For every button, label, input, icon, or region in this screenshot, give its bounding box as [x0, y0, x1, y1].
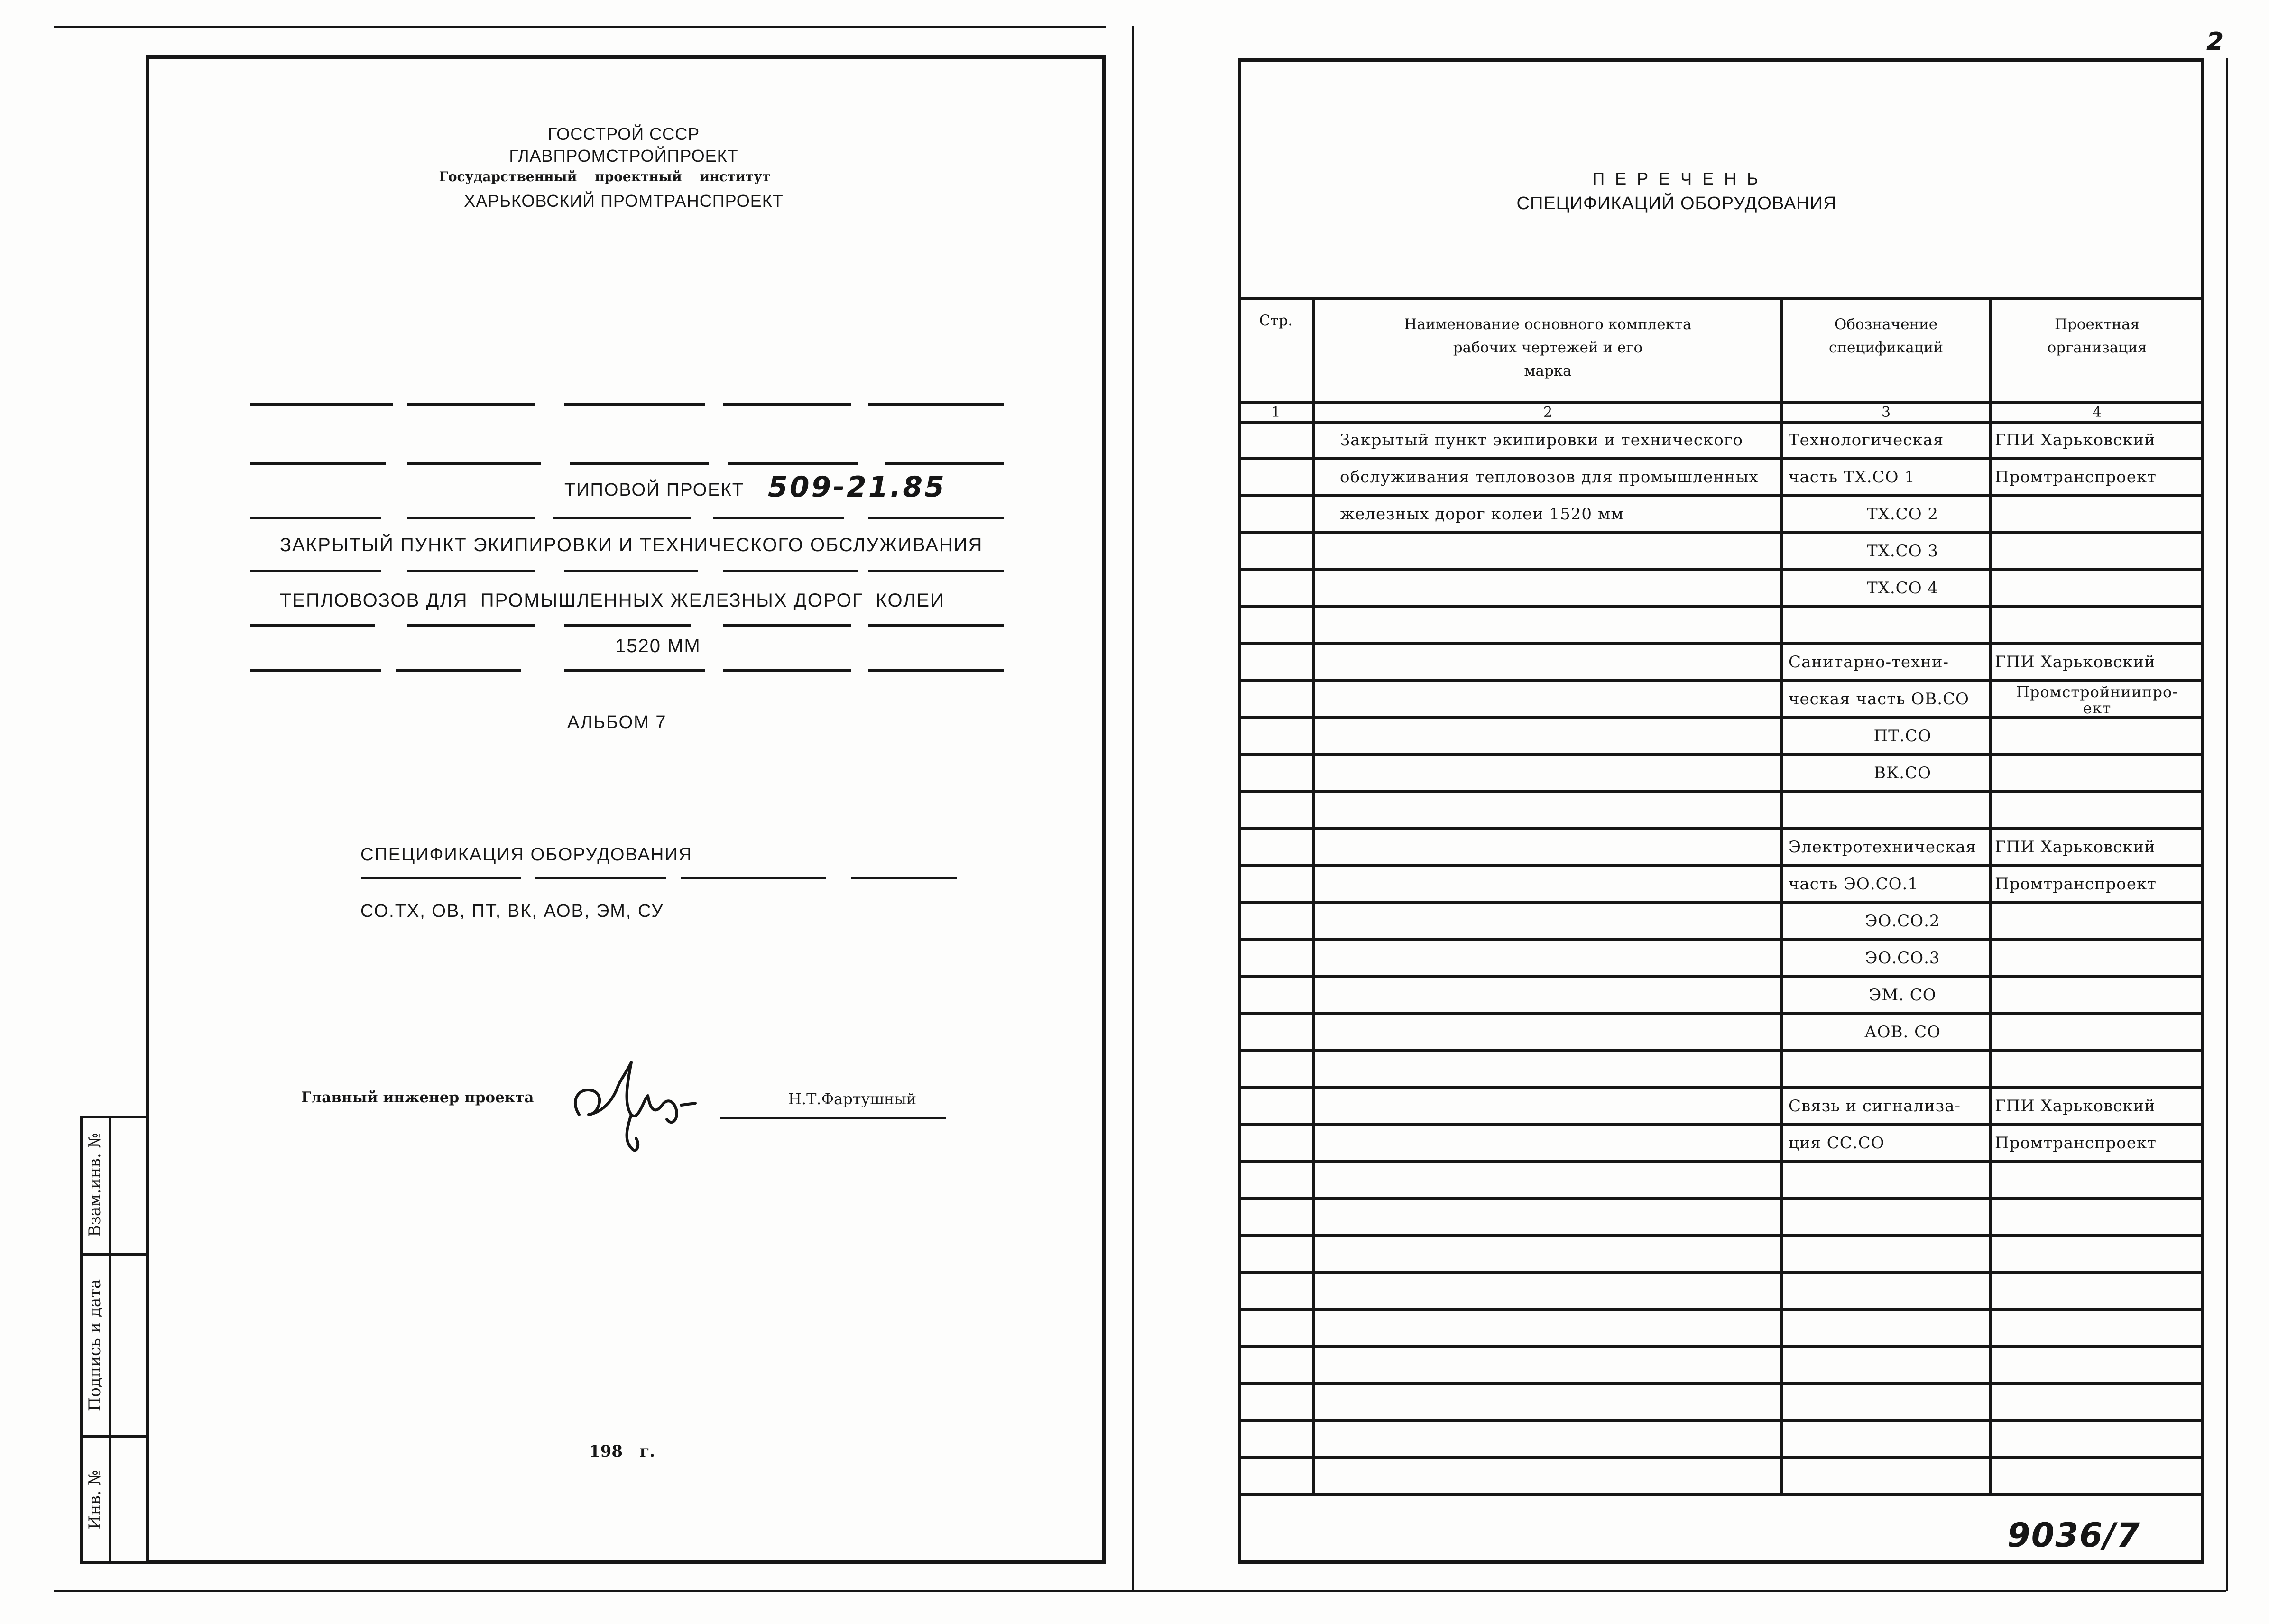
table-row: [1238, 1274, 2204, 1311]
row-name-cell: [1314, 1385, 1782, 1419]
row-designation-cell: ВК.СО: [1874, 764, 1931, 783]
row-name-cell: [1314, 1459, 1782, 1493]
row-organization-cell: Промтранспроект: [1995, 875, 2157, 894]
header-page: [1238, 309, 1314, 332]
row-name-cell: [1314, 1089, 1782, 1123]
header-organization-line: Проектная: [2054, 316, 2140, 333]
row-name-cell: [1314, 756, 1782, 790]
chief-engineer-label: Главный инженер проекта: [301, 1089, 534, 1106]
row-page-cell: [1238, 682, 1314, 716]
table-row: [1238, 534, 2204, 571]
row-page-cell: [1238, 608, 1314, 642]
row-designation-cell: [1782, 1237, 1990, 1271]
row-name-cell: [1314, 1200, 1782, 1234]
row-name-cell: обслуживания тепловозов для промышленных: [1340, 468, 1759, 487]
row-name-cell: [1314, 867, 1782, 901]
form-line: [564, 570, 698, 572]
row-page-cell: [1238, 645, 1314, 679]
table-row: [1238, 1163, 2204, 1200]
row-organization-cell: [1990, 1052, 2204, 1086]
row-designation-cell: ЭМ. СО: [1869, 986, 1937, 1005]
row-name-cell: [1314, 1052, 1782, 1086]
table-row: [1238, 978, 2204, 1015]
form-line: [681, 877, 826, 879]
row-page-cell: [1238, 1385, 1314, 1419]
table-row: [1238, 423, 2204, 460]
page-number: 2: [2206, 28, 2224, 56]
row-designation-cell: Технологическая: [1789, 431, 1944, 450]
row-organization-cell: [1990, 1200, 2204, 1234]
stamp-replacement-inv: Взам.инв. №: [85, 1133, 104, 1237]
table-row: [1238, 904, 2204, 941]
section-title: СПЕЦИФИКАЦИЯ ОБОРУДОВАНИЯ: [360, 845, 693, 865]
row-page-cell: [1238, 867, 1314, 901]
table-row: [1238, 571, 2204, 608]
form-line: [570, 462, 709, 465]
row-name-cell: [1314, 534, 1782, 568]
table-row: [1238, 1348, 2204, 1385]
row-name-cell: [1314, 904, 1782, 938]
row-designation-cell: часть ТХ.СО 1: [1789, 468, 1915, 487]
row-page-cell: [1238, 1348, 1314, 1382]
bottom-edge-line: [54, 1590, 2226, 1592]
header-name-line: Наименование основного комплекта: [1404, 316, 1692, 333]
row-page-cell: [1238, 423, 1314, 457]
table-row: [1238, 1126, 2204, 1163]
row-designation-cell: ция СС.СО: [1789, 1134, 1885, 1153]
row-designation-cell: [1782, 608, 1990, 642]
row-page-cell: [1238, 1126, 1314, 1160]
form-line: [407, 517, 535, 519]
form-line: [407, 570, 535, 572]
album-label: АЛЬБОМ 7: [567, 712, 667, 732]
row-designation-cell: [1782, 1311, 1990, 1345]
row-designation-cell: [1782, 1163, 1990, 1197]
row-designation-cell: [1782, 1348, 1990, 1382]
row-name-cell: [1314, 608, 1782, 642]
side-stamp-divider: [80, 1435, 147, 1438]
form-line: [553, 517, 691, 519]
header-designation-line: Обозначение: [1834, 316, 1938, 333]
row-organization-cell: ГПИ Харьковский: [1995, 431, 2156, 450]
row-page-cell: [1238, 1015, 1314, 1049]
table-row: [1238, 1052, 2204, 1089]
form-line: [250, 403, 393, 406]
row-organization-cell: [1990, 1311, 2204, 1345]
row-organization-cell: ГПИ Харьковский: [1995, 1097, 2156, 1116]
table-row: [1238, 1089, 2204, 1126]
table-row: [1238, 1237, 2204, 1274]
row-organization-cell: ГПИ Харьковский: [1995, 653, 2156, 672]
row-organization-cell: Промстройниипро- ект: [2016, 683, 2178, 717]
row-designation-cell: ЭО.СО.2: [1865, 912, 1940, 931]
row-designation-cell: ПТ.СО: [1873, 727, 1932, 746]
form-line: [723, 403, 851, 406]
row-page-cell: [1238, 830, 1314, 864]
stamp-signature-date: Подпись и дата: [85, 1279, 104, 1412]
form-line: [728, 462, 858, 465]
row-page-cell: [1238, 793, 1314, 827]
form-line: [713, 517, 844, 519]
row-organization-cell: [1990, 1422, 2204, 1456]
row-organization-cell: [1990, 1015, 2204, 1049]
table-row: [1238, 1200, 2204, 1237]
row-page-cell: [1238, 534, 1314, 568]
table-row: [1238, 1385, 2204, 1422]
org-line-institute: Государственный проектный институт: [439, 169, 771, 185]
row-name-cell: [1314, 682, 1782, 716]
table-row: [1238, 830, 2204, 867]
form-line: [250, 624, 375, 627]
row-page-cell: [1238, 571, 1314, 605]
table-row: [1238, 497, 2204, 534]
title-line-1: ЗАКРЫТЫЙ ПУНКТ ЭКИПИРОВКИ И ТЕХНИЧЕСКОГО ОБСЛУЖИВАНИЯ: [280, 535, 983, 555]
row-organization-cell: [1990, 904, 2204, 938]
row-name-cell: [1314, 1348, 1782, 1382]
form-line: [885, 462, 1004, 465]
form-line: [868, 570, 1004, 572]
row-organization-cell: [1990, 1237, 2204, 1271]
top-edge-line: [54, 26, 1106, 28]
column-number: 4: [2092, 404, 2102, 421]
row-designation-cell: Связь и сигнализа-: [1789, 1097, 1961, 1116]
form-line: [396, 669, 521, 672]
row-organization-cell: [1990, 1459, 2204, 1493]
row-page-cell: [1238, 941, 1314, 975]
row-name-cell: [1314, 1274, 1782, 1308]
row-page-cell: [1238, 1200, 1314, 1234]
table-row: [1238, 941, 2204, 978]
header-organization: [1990, 313, 2204, 360]
row-page-cell: [1238, 756, 1314, 790]
project-label: ТИПОВОЙ ПРОЕКТ: [564, 480, 744, 500]
row-name-cell: [1314, 1015, 1782, 1049]
title-line-2: ТЕПЛОВОЗОВ ДЛЯ ПРОМЫШЛЕННЫХ ЖЕЛЕЗНЫХ ДОРОГ КОЛЕИ: [280, 590, 945, 611]
form-line: [564, 624, 691, 627]
title-line-3: 1520 ММ: [615, 636, 701, 656]
org-line-kharkov: ХАРЬКОВСКИЙ ПРОМТРАНСПРОЕКТ: [464, 191, 784, 211]
row-designation-cell: [1782, 1385, 1990, 1419]
row-name-cell: Закрытый пункт экипировки и технического: [1340, 431, 1743, 450]
row-organization-cell: [1990, 756, 2204, 790]
table-row: [1238, 1459, 2204, 1496]
row-page-cell: [1238, 1052, 1314, 1086]
row-name-cell: [1314, 1422, 1782, 1456]
column-number: 2: [1543, 404, 1553, 421]
row-page-cell: [1238, 1237, 1314, 1271]
year-field: 198 г.: [589, 1442, 655, 1461]
table-row: [1238, 608, 2204, 645]
form-line: [250, 669, 381, 672]
form-line: [535, 877, 666, 879]
form-line: [407, 403, 535, 406]
form-line: [868, 403, 1004, 406]
signature: [560, 1043, 712, 1162]
row-designation-cell: [1782, 1459, 1990, 1493]
header-page-label: Стр.: [1259, 312, 1293, 329]
row-page-cell: [1238, 460, 1314, 494]
form-line: [250, 517, 381, 519]
row-designation-cell: часть ЭО.СО.1: [1789, 875, 1919, 894]
row-organization-cell: ГПИ Харьковский: [1995, 838, 2156, 857]
row-page-cell: [1238, 1459, 1314, 1493]
column-number: 3: [1881, 404, 1891, 421]
row-organization-cell: [1990, 571, 2204, 605]
row-designation-cell: ЭО.СО.3: [1865, 949, 1940, 968]
row-organization-cell: [1990, 1385, 2204, 1419]
signature-underline: [720, 1117, 946, 1119]
footer-code: 9036/7: [2007, 1516, 2141, 1555]
side-stamp-divider: [109, 1116, 111, 1564]
row-designation-cell: [1782, 793, 1990, 827]
row-designation-cell: ТХ.СО 4: [1866, 579, 1939, 598]
table-row: [1238, 460, 2204, 497]
org-line-glavprom: ГЛАВПРОМСТРОЙПРОЕКТ: [509, 146, 738, 166]
row-designation-cell: ТХ.СО 3: [1866, 542, 1939, 561]
row-organization-cell: [1990, 1163, 2204, 1197]
row-organization-cell: Промтранспроект: [1995, 1134, 2157, 1153]
header-name-line: марка: [1524, 362, 1572, 379]
org-line-gosstroy: ГОССТРОЙ СССР: [547, 124, 700, 144]
right-edge-line: [2226, 58, 2228, 1591]
row-name-cell: [1314, 1163, 1782, 1197]
side-stamp-divider: [80, 1253, 147, 1256]
row-name-cell: [1314, 645, 1782, 679]
header-designation-line: спецификаций: [1828, 339, 1943, 356]
table-row: [1238, 645, 2204, 682]
form-line: [868, 669, 1004, 672]
row-page-cell: [1238, 1274, 1314, 1308]
table-row: [1238, 867, 2204, 904]
form-line: [564, 669, 705, 672]
row-organization-cell: [1990, 1348, 2204, 1382]
form-line: [361, 877, 521, 879]
form-line: [250, 570, 381, 572]
row-page-cell: [1238, 1422, 1314, 1456]
row-page-cell: [1238, 1311, 1314, 1345]
row-organization-cell: [1990, 941, 2204, 975]
form-line: [564, 403, 705, 406]
form-line: [250, 462, 386, 465]
row-designation-cell: [1782, 1200, 1990, 1234]
row-name-cell: [1314, 978, 1782, 1012]
row-designation-cell: [1782, 1422, 1990, 1456]
row-organization-cell: [1990, 497, 2204, 531]
row-page-cell: [1238, 497, 1314, 531]
header-organization-line: организация: [2047, 339, 2147, 356]
row-organization-cell: [1990, 534, 2204, 568]
table-row: [1238, 756, 2204, 793]
row-page-cell: [1238, 978, 1314, 1012]
form-line: [851, 877, 957, 879]
row-name-cell: [1314, 1126, 1782, 1160]
section-codes: СО.ТХ, ОВ, ПТ, ВК, АОВ, ЭМ, СУ: [360, 901, 664, 921]
table-row: [1238, 682, 2204, 719]
left-page-frame: [146, 55, 1106, 1564]
project-number: 509-21.85: [768, 471, 946, 504]
table-row: [1238, 1422, 2204, 1459]
list-subtitle: СПЕЦИФИКАЦИЙ ОБОРУДОВАНИЯ: [1516, 194, 1837, 213]
header-name: [1314, 313, 1782, 383]
form-line: [868, 624, 1004, 627]
form-line: [868, 517, 1004, 519]
table-row: [1238, 793, 2204, 830]
row-designation-cell: [1782, 1052, 1990, 1086]
row-designation-cell: [1782, 1274, 1990, 1308]
row-organization-cell: [1990, 608, 2204, 642]
row-page-cell: [1238, 1089, 1314, 1123]
row-organization-cell: [1990, 978, 2204, 1012]
row-name-cell: [1314, 1237, 1782, 1271]
row-name-cell: железных дорог колеи 1520 мм: [1340, 505, 1624, 524]
row-designation-cell: Электротехническая: [1789, 838, 1977, 857]
header-designation: [1782, 313, 1990, 360]
row-organization-cell: Промтранспроект: [1995, 468, 2157, 487]
header-name-line: рабочих чертежей и его: [1453, 339, 1643, 356]
row-name-cell: [1314, 1311, 1782, 1345]
form-line: [723, 570, 858, 572]
table-row: [1238, 1311, 2204, 1348]
row-name-cell: [1314, 571, 1782, 605]
row-page-cell: [1238, 719, 1314, 753]
page-fold-line: [1132, 26, 1134, 1591]
row-name-cell: [1314, 793, 1782, 827]
form-line: [407, 462, 541, 465]
form-line: [407, 624, 535, 627]
form-line: [723, 624, 851, 627]
row-designation-cell: Санитарно-техни-: [1789, 653, 1949, 672]
form-line: [723, 669, 851, 672]
row-designation-cell: ческая часть ОВ.СО: [1789, 690, 1969, 709]
row-organization-cell: [1990, 793, 2204, 827]
stamp-inv-no: Инв. №: [85, 1470, 104, 1530]
table-row: [1238, 1015, 2204, 1052]
row-page-cell: [1238, 1163, 1314, 1197]
row-designation-cell: ТХ.СО 2: [1866, 505, 1939, 524]
table-row: [1238, 719, 2204, 756]
chief-engineer-name: Н.Т.Фартушный: [788, 1090, 917, 1108]
row-organization-cell: [1990, 1274, 2204, 1308]
row-name-cell: [1314, 719, 1782, 753]
row-organization-cell: [1990, 719, 2204, 753]
table-top-line: [1238, 297, 2204, 300]
row-name-cell: [1314, 830, 1782, 864]
list-title: П Е Р Е Ч Е Н Ь: [1592, 169, 1761, 188]
row-page-cell: [1238, 904, 1314, 938]
row-designation-cell: АОВ. СО: [1864, 1023, 1941, 1042]
column-number: 1: [1271, 404, 1281, 421]
row-name-cell: [1314, 941, 1782, 975]
